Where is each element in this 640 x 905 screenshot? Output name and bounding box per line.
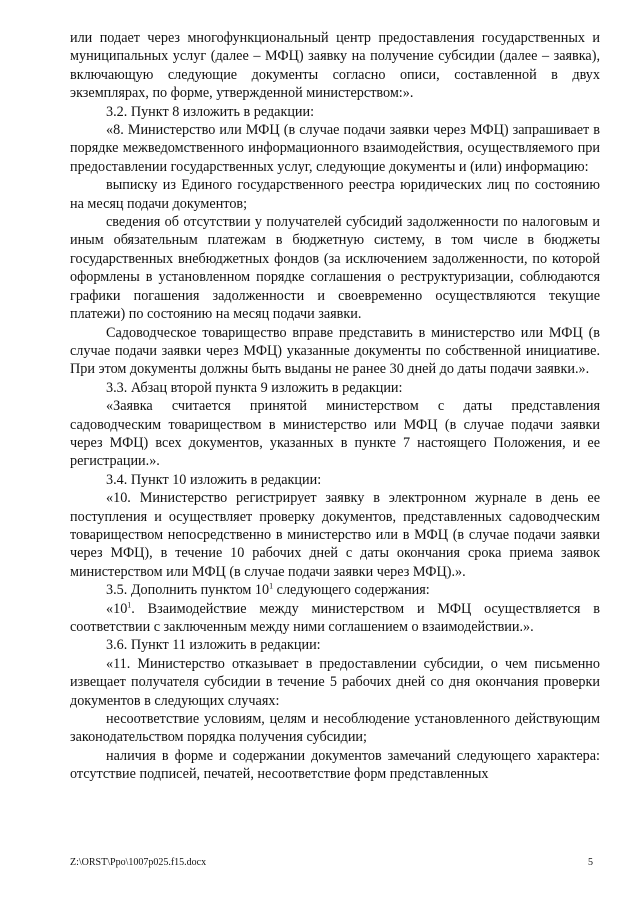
paragraph: сведения об отсутствии у получателей субсидий задолженности по налоговым и иным обязательным платежам в бюджетную систему, в том числе в бюджеты государственных внебюджетных фондов (за исключением задолженности, по которой оформлены в установленном порядке соглашения о реструктуризации, соблюдаются графики погашения задолженности и своевременно осуществляются текущие платежи) по состоянию на месяц подачи заявки. — [70, 214, 600, 323]
paragraph-heading: 3.4. Пункт 10 изложить в редакции: — [106, 471, 322, 488]
paragraph-heading: 3.3. Абзац второй пункта 9 изложить в редакции: — [106, 379, 403, 396]
superscript: 1 — [127, 599, 132, 609]
text-fragment: 3.5. Дополнить пунктом 10 — [106, 582, 270, 599]
paragraph: выписку из Единого государственного реестра юридических лиц по состоянию на месяц подачи документов; — [70, 177, 600, 212]
footer-page-number: 5 — [588, 857, 593, 868]
paragraph — [70, 600, 600, 637]
paragraph: Садоводческое товарищество вправе представить в министерство или МФЦ (в случае подачи заявки через МФЦ) указанные документы по собственной инициативе. При этом документы должны быть выданы не ранее 30 дней до даты подачи заявки.». — [70, 324, 600, 378]
footer-file-path: Z:\ORST\Ppo\1007p025.f15.docx — [70, 857, 207, 868]
paragraph-heading: 3.6. Пункт 11 изложить в редакции: — [106, 637, 321, 654]
document-body — [70, 29, 600, 784]
paragraph: «10. Министерство регистрирует заявку в электронном журнале в день ее поступления и осуществляет проверку документов, представленных садоводческим товариществом непосредственно в министерство или в МФЦ (в случае подачи заявки через МФЦ), в течение 10 рабочих дней с даты окончания срока приема заявок министерством или МФЦ (в случае подачи заявки через МФЦ).». — [70, 490, 600, 580]
superscript: 1 — [269, 581, 274, 591]
paragraph: наличия в форме и содержании документов замечаний следующего характера: отсутствие подписей, печатей, несоответствие форм представленных — [70, 747, 600, 783]
paragraph-heading: 3.2. Пункт 8 изложить в редакции: — [106, 103, 315, 120]
paragraph-heading — [70, 581, 600, 599]
text-fragment: «10 — [106, 600, 128, 617]
paragraph: «Заявка считается принятой министерством с даты представления садоводческим товариществом в министерство или МФЦ (в случае подачи заявки через МФЦ) всех документов, указанных в пункте 7 настоящего Положения, и ее регистрации.». — [70, 398, 600, 470]
paragraph: «11. Министерство отказывает в предоставлении субсидии, о чем письменно извещает получателя субсидии в течение 5 рабочих дней со дня окончания проверки документов в следующих случаях: — [70, 655, 600, 709]
paragraph: «8. Министерство или МФЦ (в случае подачи заявки через МФЦ) запрашивает в порядке межведомственного информационного взаимодействия, осуществляемого при предоставлении государственных услуг, следующие документы и (или) информацию: — [70, 122, 600, 175]
text-fragment: . Взаимодействие между министерством и МФЦ осуществляется в соответствии с заключенным между ними соглашением о взаимодействии.». — [70, 600, 600, 635]
paragraph: несоответствие условиям, целям и несоблюдение установленного действующим законодательством порядка получения субсидии; — [70, 711, 600, 746]
paragraph: или подает через многофункциональный центр предоставления государственных и муниципальных услуг (далее – МФЦ) заявку на получение субсидии (далее – заявка), включающую следующие документы согласно описи, составленной в двух экземплярах, по форме, утвержденной министерством:». — [70, 30, 600, 102]
text-fragment: следующего содержания: — [273, 582, 430, 599]
